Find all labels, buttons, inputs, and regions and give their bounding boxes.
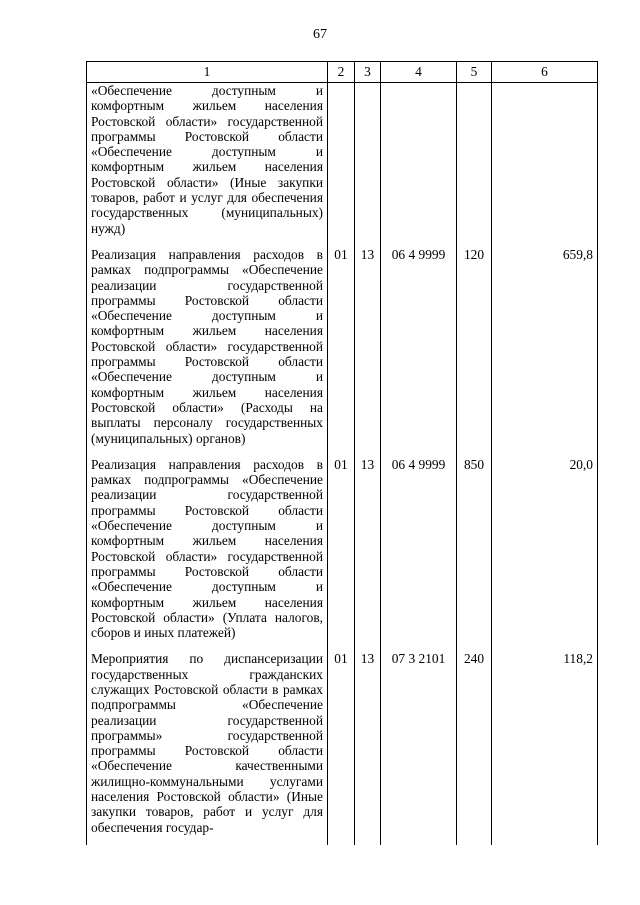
row-expense-type xyxy=(457,83,492,246)
row-subsection-code: 13 xyxy=(355,246,381,456)
row-section-code: 01 xyxy=(328,246,355,456)
column-header-4: 4 xyxy=(381,62,457,83)
table-header-row xyxy=(87,62,598,83)
row-section-code: 01 xyxy=(328,650,355,845)
table-row xyxy=(87,650,598,845)
row-amount: 659,8 xyxy=(492,246,598,456)
row-subsection-code xyxy=(355,83,381,246)
table-row xyxy=(87,246,598,456)
row-description: Реализация направления расходов в рамках подпрограммы «Обеспечение реализации государственной программы Ростовской области «Обеспечение доступным и комфортным жильем населения Ростовской области» государственной программы Ростовской области «Обеспечение доступным и комфортным жильем населения Ростовской области» (Уплата налогов, сборов и иных платежей) xyxy=(87,456,328,651)
row-expense-type: 240 xyxy=(457,650,492,845)
column-header-5: 5 xyxy=(457,62,492,83)
budget-table xyxy=(86,61,598,845)
column-header-3: 3 xyxy=(355,62,381,83)
page-number: 67 xyxy=(313,27,327,42)
row-amount: 118,2 xyxy=(492,650,598,845)
row-amount xyxy=(492,83,598,246)
row-description: «Обеспечение доступным и комфортным жильем населения Ростовской области» государственной программы Ростовской области «Обеспечение доступным и комфортным жильем населения Ростовской области» (Иные закупки товаров, работ и услуг для обеспечения государственных (муниципальных) нужд) xyxy=(87,83,328,246)
row-description: Мероприятия по диспансеризации государственных гражданских служащих Ростовской области в рамках подпрограммы «Обеспечение реализации государственной программы» государственной программы Ростовской области «Обеспечение качественными жилищно-коммунальными услугами населения Ростовской области» (Иные закупки товаров, работ и услуг для обеспечения государ- xyxy=(87,650,328,845)
row-section-code xyxy=(328,83,355,246)
row-section-code: 01 xyxy=(328,456,355,651)
row-target-article: 06 4 9999 xyxy=(381,246,457,456)
row-description: Реализация направления расходов в рамках подпрограммы «Обеспечение реализации государственной программы Ростовской области «Обеспечение доступным и комфортным жильем населения Ростовской области» государственной программы Ростовской области «Обеспечение доступным и комфортным жильем населения Ростовской области» (Расходы на выплаты персоналу государственных (муниципальных) органов) xyxy=(87,246,328,456)
column-header-6: 6 xyxy=(492,62,598,83)
row-target-article: 07 3 2101 xyxy=(381,650,457,845)
table-row xyxy=(87,83,598,246)
row-target-article xyxy=(381,83,457,246)
row-expense-type: 120 xyxy=(457,246,492,456)
row-target-article: 06 4 9999 xyxy=(381,456,457,651)
row-expense-type: 850 xyxy=(457,456,492,651)
column-header-1: 1 xyxy=(87,62,328,83)
row-amount: 20,0 xyxy=(492,456,598,651)
row-subsection-code: 13 xyxy=(355,650,381,845)
row-subsection-code: 13 xyxy=(355,456,381,651)
column-header-2: 2 xyxy=(328,62,355,83)
table-row xyxy=(87,456,598,651)
